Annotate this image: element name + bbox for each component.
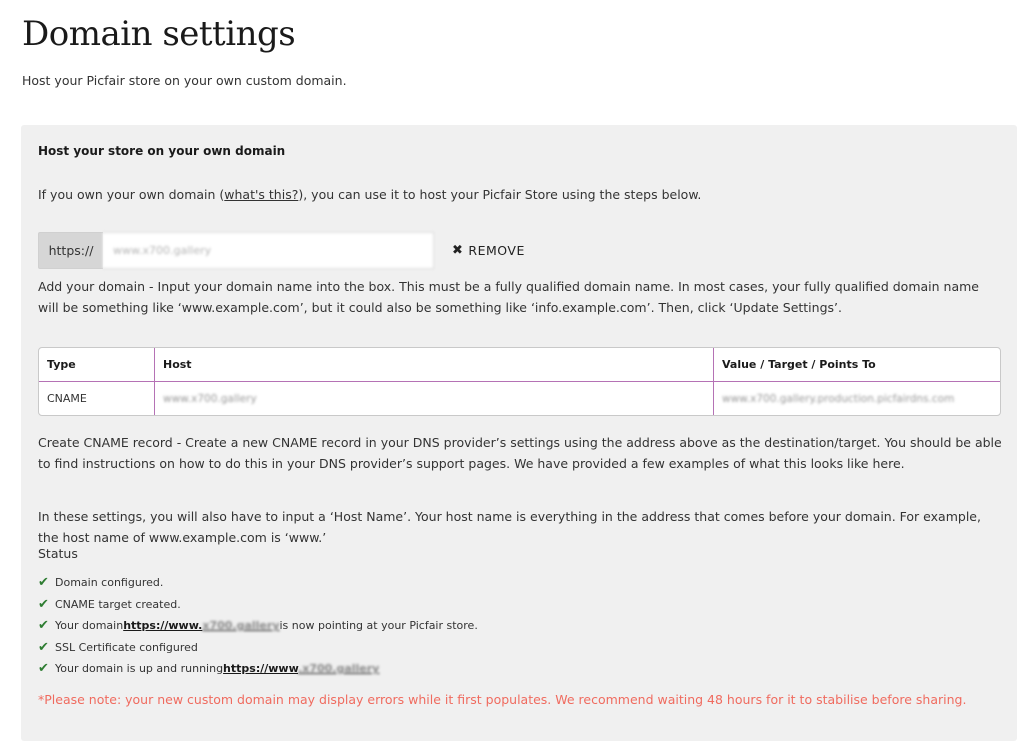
list-item <box>38 637 478 659</box>
cell-type: CNAME <box>47 392 87 405</box>
domain-link[interactable] <box>123 619 279 632</box>
live-link-text: https://www <box>223 662 299 676</box>
intro-after: ), you can use it to host your Picfair Store using the steps below. <box>298 187 702 202</box>
domain-prefix: https:// <box>38 232 103 269</box>
status-text-before: Your domain is up and running <box>55 662 224 676</box>
warning-note: *Please note: your new custom domain may display errors while it first populates. We recommend waiting 48 hours for it to stabilise before sharing. <box>38 692 967 707</box>
column-type: Type <box>39 348 154 382</box>
intro-text <box>38 187 701 202</box>
target-value: www.x700.gallery.production.picfairdns.com <box>722 393 955 405</box>
list-item <box>38 658 478 680</box>
column-value: Value / Target / Points To <box>713 348 1000 382</box>
status-list <box>38 572 478 680</box>
status-label: Status <box>38 546 78 561</box>
cell-value <box>713 382 1000 415</box>
domain-link-text: https://www. <box>123 619 203 633</box>
cell-host <box>154 382 713 415</box>
domain-link-blurred: x700.gallery <box>202 619 280 633</box>
remove-label: REMOVE <box>468 243 525 258</box>
dns-table <box>38 347 1001 416</box>
status-text: SSL Certificate configured <box>55 640 198 654</box>
domain-input[interactable]: www.x700.gallery <box>103 232 434 269</box>
cname-text: Create CNAME record - Create a new CNAME record in your DNS provider’s settings using the address above as the destination/target. You should be able to find instructions on how to do this in your DNS provider’s support pages. We have provided a few examples of what this looks like here. <box>38 435 1002 471</box>
intro-before: If you own your own domain ( <box>38 187 225 202</box>
host-value: www.x700.gallery <box>163 393 257 405</box>
check-icon: ✔ <box>38 639 49 655</box>
close-icon: ✖ <box>452 243 464 258</box>
domain-panel <box>21 125 1017 741</box>
column-host: Host <box>154 348 713 382</box>
check-icon: ✔ <box>38 575 49 591</box>
domain-row <box>38 232 525 269</box>
panel-heading: Host your store on your own domain <box>38 144 286 158</box>
hostname-text: In these settings, you will also have to input a ‘Host Name’. Your host name is everything in the address that comes before your domain. For example, the host name of www.example.com is ‘www.’ <box>38 509 981 545</box>
status-text-after: is now pointing at your Picfair store. <box>279 619 478 633</box>
list-item <box>38 572 478 594</box>
whats-this-link[interactable]: what's this? <box>224 187 299 202</box>
live-domain-link[interactable] <box>223 662 379 675</box>
status-text: CNAME target created. <box>55 597 181 611</box>
list-item <box>38 594 478 616</box>
table-header-row <box>39 348 1000 382</box>
live-link-blurred: .x700.gallery <box>298 662 380 676</box>
check-icon: ✔ <box>38 661 49 677</box>
page-title: Domain settings <box>22 14 296 54</box>
page-subtitle: Host your Picfair store on your own custom domain. <box>22 73 347 88</box>
check-icon: ✔ <box>38 596 49 612</box>
add-domain-text: Add your domain - Input your domain name into the box. This must be a fully qualified domain name. In most cases, your fully qualified domain name will be something like ‘www.example.com’, but it could also be something like ‘info.example.com’. Then, click ‘Update Settings’. <box>38 279 979 315</box>
table-row <box>39 382 1000 415</box>
list-item <box>38 615 478 637</box>
remove-button[interactable] <box>452 243 525 258</box>
status-text: Domain configured. <box>55 576 164 590</box>
status-text-before: Your domain <box>55 619 124 633</box>
check-icon: ✔ <box>38 618 49 634</box>
